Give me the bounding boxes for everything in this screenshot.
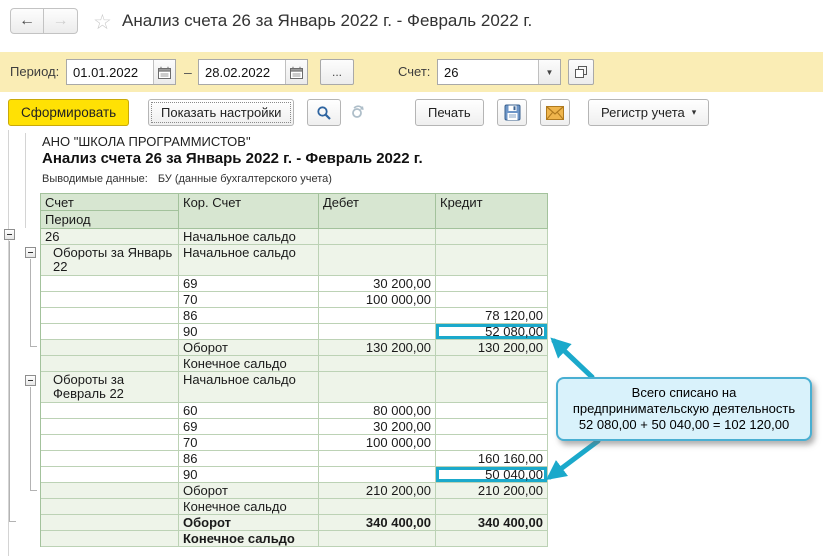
cell-corr[interactable]: Конечное сальдо — [179, 499, 319, 515]
report-title: Анализ счета 26 за Январь 2022 г. - Февраль 2022 г. — [42, 150, 423, 167]
account-label: Счет: — [398, 64, 431, 79]
date-to-input[interactable] — [199, 60, 285, 84]
cell-corr[interactable]: 86 — [179, 451, 319, 467]
tree-line — [9, 521, 16, 522]
cell-credit[interactable] — [436, 372, 548, 403]
cell-credit[interactable] — [436, 403, 548, 419]
tree-line — [30, 387, 31, 490]
table-row — [41, 435, 548, 451]
generate-button[interactable]: Сформировать — [8, 99, 129, 126]
table-row — [41, 308, 548, 324]
search-button[interactable] — [307, 99, 341, 126]
chevron-down-icon: ▼ — [545, 67, 554, 77]
cell-credit[interactable]: 50 040,00 — [436, 467, 548, 483]
table-row — [41, 467, 548, 483]
cell-debit[interactable] — [319, 451, 436, 467]
report-table-header — [41, 194, 548, 229]
save-button[interactable] — [497, 99, 527, 126]
table-row — [41, 340, 548, 356]
tree-line — [9, 241, 10, 521]
show-settings-button[interactable]: Показать настройки — [148, 99, 294, 126]
cell-corr[interactable]: Начальное сальдо — [179, 229, 319, 245]
cell-account[interactable] — [41, 435, 179, 451]
table-row — [41, 245, 548, 276]
table-row — [41, 451, 548, 467]
send-email-button[interactable] — [540, 99, 570, 126]
group-level-separator — [25, 133, 26, 228]
ellipsis-icon: ... — [331, 65, 342, 79]
search-next-button[interactable] — [341, 99, 375, 126]
cell-credit[interactable] — [436, 499, 548, 515]
cell-corr[interactable]: Начальное сальдо — [179, 245, 319, 276]
period-dash: – — [184, 64, 192, 80]
cell-credit[interactable] — [436, 292, 548, 308]
cell-account[interactable] — [41, 324, 179, 340]
account-dropdown-button[interactable] — [538, 60, 560, 84]
date-from-input[interactable] — [67, 60, 153, 84]
cell-debit[interactable]: 30 200,00 — [319, 419, 436, 435]
callout-line: Всего списано на — [631, 385, 737, 400]
cell-account[interactable] — [41, 499, 179, 515]
cell-account[interactable] — [41, 419, 179, 435]
calendar-icon — [158, 66, 171, 79]
cell-credit[interactable] — [436, 229, 548, 245]
cell-debit[interactable]: 130 200,00 — [319, 340, 436, 356]
cell-debit[interactable] — [319, 229, 436, 245]
cell-account[interactable] — [41, 515, 179, 531]
cell-corr[interactable]: 90 — [179, 324, 319, 340]
cell-account[interactable] — [41, 292, 179, 308]
arrow-to-january-credit — [554, 341, 592, 377]
open-icon — [575, 66, 587, 78]
cell-corr[interactable]: Оборот — [179, 483, 319, 499]
cell-corr[interactable]: 90 — [179, 467, 319, 483]
table-row — [41, 276, 548, 292]
search-icon — [316, 105, 332, 121]
search-group — [307, 99, 375, 126]
register-menu-button[interactable] — [588, 99, 709, 126]
table-row — [41, 292, 548, 308]
cell-credit[interactable]: 160 160,00 — [436, 451, 548, 467]
open-account-button[interactable] — [568, 59, 594, 85]
header-period[interactable]: Период — [41, 211, 179, 229]
cell-account[interactable] — [41, 356, 179, 372]
date-from-field[interactable] — [66, 59, 176, 85]
cell-credit[interactable]: 210 200,00 — [436, 483, 548, 499]
cell-debit[interactable]: 80 000,00 — [319, 403, 436, 419]
cell-corr[interactable]: 70 — [179, 435, 319, 451]
table-row — [41, 356, 548, 372]
header-debit[interactable]: Дебет — [319, 194, 436, 229]
filter-bar — [0, 52, 823, 92]
cell-credit[interactable] — [436, 276, 548, 292]
calendar-icon — [290, 66, 303, 79]
cell-account[interactable] — [41, 340, 179, 356]
report-note-label: Выводимые данные: — [42, 173, 148, 185]
calendar-button[interactable] — [285, 60, 307, 84]
cell-corr[interactable]: 60 — [179, 403, 319, 419]
table-row — [41, 372, 548, 403]
cell-debit[interactable]: 30 200,00 — [319, 276, 436, 292]
report-data-note — [42, 173, 332, 185]
table-row — [41, 229, 548, 245]
expander-february[interactable] — [25, 375, 36, 386]
cell-account[interactable] — [41, 531, 179, 547]
period-label: Период: — [10, 64, 60, 79]
cell-credit[interactable]: 340 400,00 — [436, 515, 548, 531]
calendar-button[interactable] — [153, 60, 175, 84]
table-row — [41, 499, 548, 515]
cell-corr[interactable]: Оборот — [179, 515, 319, 531]
expander-account-26[interactable] — [4, 229, 15, 240]
cell-account[interactable] — [41, 403, 179, 419]
save-icon — [504, 104, 521, 121]
cell-credit[interactable]: 52 080,00 — [436, 324, 548, 340]
favorite-star-icon[interactable]: ☆ — [93, 11, 112, 34]
expander-january[interactable] — [25, 247, 36, 258]
tree-line — [30, 346, 37, 347]
organization-name: АНО "ШКОЛА ПРОГРАММИСТОВ" — [42, 134, 251, 149]
cell-debit[interactable]: 340 400,00 — [319, 515, 436, 531]
cell-debit[interactable] — [319, 372, 436, 403]
cell-account[interactable] — [41, 308, 179, 324]
search-next-icon — [350, 105, 366, 121]
account-input[interactable] — [438, 60, 538, 84]
header-credit[interactable]: Кредит — [436, 194, 548, 229]
cell-credit[interactable]: 130 200,00 — [436, 340, 548, 356]
callout-line: 52 080,00 + 50 040,00 = 102 120,00 — [578, 417, 790, 432]
callout-line: предпринимательскую деятельность — [572, 401, 796, 416]
account-field[interactable] — [437, 59, 561, 85]
cell-debit[interactable] — [319, 356, 436, 372]
cell-corr[interactable]: 70 — [179, 292, 319, 308]
cell-account[interactable] — [41, 276, 179, 292]
back-arrow-icon: ← — [19, 12, 35, 29]
report-table-body — [41, 229, 548, 547]
forward-button[interactable] — [44, 8, 78, 34]
cell-account[interactable] — [41, 483, 179, 499]
header-corr-account[interactable]: Кор. Счет — [179, 194, 319, 229]
cell-account[interactable] — [41, 467, 179, 483]
more-options-button[interactable] — [320, 59, 354, 85]
table-row — [41, 531, 548, 547]
chevron-down-icon: ▾ — [691, 107, 697, 117]
print-button[interactable]: Печать — [415, 99, 484, 126]
cell-debit[interactable] — [319, 531, 436, 547]
report-table — [40, 193, 548, 547]
annotation-callout — [556, 377, 812, 441]
cell-credit[interactable] — [436, 356, 548, 372]
cell-debit[interactable] — [319, 308, 436, 324]
table-row — [41, 403, 548, 419]
cell-corr[interactable]: Конечное сальдо — [179, 531, 319, 547]
page-title: Анализ счета 26 за Январь 2022 г. - Февраль 2022 г. — [122, 11, 533, 30]
cell-credit[interactable] — [436, 531, 548, 547]
table-row — [41, 324, 548, 340]
cell-account[interactable] — [41, 451, 179, 467]
tree-line — [30, 259, 31, 346]
cell-credit[interactable] — [436, 419, 548, 435]
cell-corr[interactable]: Оборот — [179, 340, 319, 356]
cell-debit[interactable]: 210 200,00 — [319, 483, 436, 499]
cell-credit[interactable] — [436, 245, 548, 276]
cell-debit[interactable] — [319, 499, 436, 515]
forward-arrow-icon: → — [52, 12, 69, 29]
header-account[interactable]: Счет — [41, 194, 179, 211]
arrow-to-february-credit — [550, 441, 598, 477]
cell-debit[interactable] — [319, 467, 436, 483]
cell-debit[interactable] — [319, 245, 436, 276]
cell-corr[interactable]: Конечное сальдо — [179, 356, 319, 372]
cell-debit[interactable] — [319, 324, 436, 340]
table-row — [41, 419, 548, 435]
cell-account[interactable]: Обороты за Февраль 22 — [41, 372, 179, 403]
cell-account[interactable]: Обороты за Январь 22 — [41, 245, 179, 276]
report-note-value: БУ (данные бухгалтерского учета) — [157, 173, 332, 185]
cell-corr[interactable]: 86 — [179, 308, 319, 324]
cell-corr[interactable]: Начальное сальдо — [179, 372, 319, 403]
table-row — [41, 483, 548, 499]
table-row — [41, 515, 548, 531]
cell-debit[interactable]: 100 000,00 — [319, 292, 436, 308]
back-button[interactable] — [10, 8, 44, 34]
cell-credit[interactable] — [436, 435, 548, 451]
cell-corr[interactable]: 69 — [179, 276, 319, 292]
register-menu-label: Регистр учета — [601, 105, 685, 120]
tree-line — [30, 490, 37, 491]
cell-account[interactable]: 26 — [41, 229, 179, 245]
envelope-icon — [546, 106, 564, 120]
date-to-field[interactable] — [198, 59, 308, 85]
cell-corr[interactable]: 69 — [179, 419, 319, 435]
cell-debit[interactable]: 100 000,00 — [319, 435, 436, 451]
nav-history-group — [10, 8, 78, 34]
cell-credit[interactable]: 78 120,00 — [436, 308, 548, 324]
